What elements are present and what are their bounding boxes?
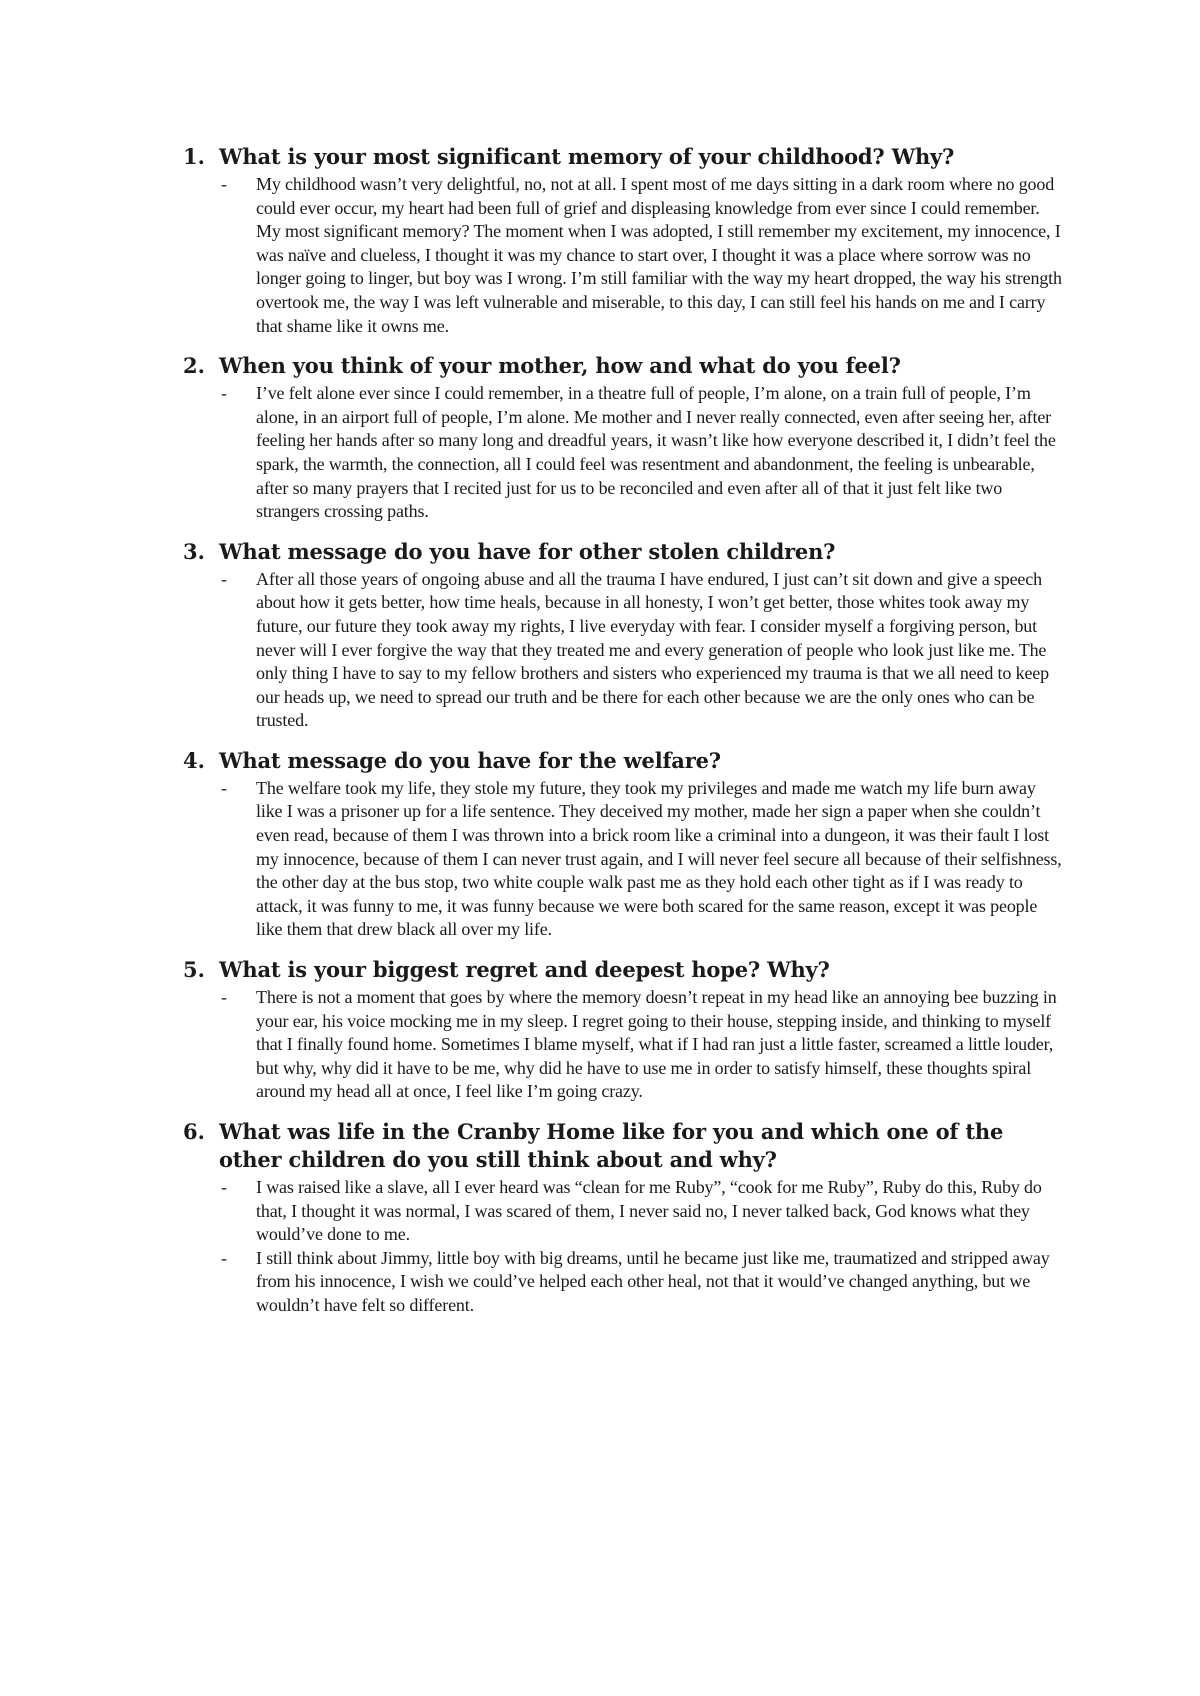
answer-list <box>219 173 1063 338</box>
answer-list <box>219 986 1063 1104</box>
dash-bullet: - <box>221 174 227 194</box>
answer-list <box>219 568 1063 733</box>
question-text: What was life in the Cranby Home like for you and which one of the other children do you still think about and why? <box>219 1119 1004 1172</box>
question-heading <box>183 538 1063 566</box>
question-heading <box>183 747 1063 775</box>
question-text: What message do you have for other stolen children? <box>219 538 836 564</box>
question-item <box>183 538 1063 733</box>
question-text: What is your most significant memory of your childhood? Why? <box>219 144 955 169</box>
question-heading <box>183 143 1063 171</box>
answer-item <box>219 173 1063 338</box>
answer-item <box>219 568 1063 733</box>
answer-text: The welfare took my life, they stole my future, they took my privileges and made me watch my life burn away like I was a prisoner up for a life sentence. They deceived my mother, made her sign a paper when she couldn’t even read, because of them I was thrown into a brick room like a criminal into a dungeon, it was their fault I lost my innocence, because of them I can never trust again, and I will never feel secure all because of their selfishness, the other day at the bus stop, two white couple walk past me as they hold each other tight as if I was ready to attack, it was funny to me, it was funny because we were both scared for the same reason, except it was people like them that drew black all over my life. <box>256 777 1062 940</box>
dash-bullet: - <box>221 568 227 589</box>
answer-item <box>219 382 1063 524</box>
answer-list <box>219 1176 1063 1318</box>
question-heading <box>183 956 1063 984</box>
answer-text: I was raised like a slave, all I ever heard was “clean for me Ruby”, “cook for me Ruby”, Ruby do this, Ruby do that, I thought it was normal, I was scared of them, I never said no, I never talked back, God knows what they would’ve done to me. <box>256 1177 1042 1245</box>
dash-bullet: - <box>221 987 227 1008</box>
answer-text: I’ve felt alone ever since I could remember, in a theatre full of people, I’m alone, on a train full of people, I’m alone, in an airport full of people, I’m alone. Me mother and I never really connected, even after seeing her, after feeling her hands after so many long and dreadful years, it wasn’t like how everyone described it, I didn’t feel the spark, the warmth, the connection, all I could feel was resentment and abandonment, the feeling is unbearable, after so many prayers that I recited just for us to be reconciled and even after all of that it just felt like two strangers crossing paths. <box>256 383 1056 522</box>
question-number: 2. <box>183 353 205 379</box>
question-heading <box>183 352 1063 380</box>
question-text: When you think of your mother, how and what do you feel? <box>219 353 901 379</box>
answer-text: There is not a moment that goes by where the memory doesn’t repeat in my head like an annoying bee buzzing in your ear, his voice mocking me in my sleep. I regret going to their house, stepping inside, and thinking to myself that I finally found home. Sometimes I blame myself, what if I had ran just a little faster, screamed a little louder, but why, why did it have to be me, why did he have to use me in order to satisfy himself, these thoughts spiral around my head all at once, I feel like I’m going crazy. <box>256 987 1057 1102</box>
answer-item <box>219 1247 1063 1318</box>
answer-item <box>219 777 1063 942</box>
question-text: What message do you have for the welfare? <box>219 747 721 773</box>
question-item <box>183 143 1063 338</box>
dash-bullet: - <box>221 777 227 798</box>
question-heading <box>183 1118 1063 1174</box>
question-number: 3. <box>183 538 205 564</box>
question-number: 4. <box>183 747 205 773</box>
answer-text: After all those years of ongoing abuse and all the trauma I have endured, I just can’t sit down and give a speech about how it gets better, how time heals, because in all honesty, I won’t get better, those whites took away my future, our future they took away my rights, I live everyday with fear. I consider myself a forgiving person, but never will I ever forgive the way that they treated me and every generation of people who look just like me. The only thing I have to say to my fellow brothers and sisters who experienced my trauma is that we all need to keep our heads up, we need to spread our truth and be there for each other because we are the only ones who can be trusted. <box>256 568 1049 731</box>
answer-list <box>219 382 1063 524</box>
answer-item <box>219 986 1063 1104</box>
answer-list <box>219 777 1063 942</box>
question-number: 5. <box>183 957 205 983</box>
answer-text: My childhood wasn’t very delightful, no, not at all. I spent most of me days sitting in a dark room where no good could ever occur, my heart had been full of grief and displeasing knowledge from ever since I could remember. My most significant memory? The moment when I was adopted, I still remember my excitement, my innocence, I was naïve and clueless, I thought it was my chance to start over, I thought it was a place where sorrow was no longer going to linger, but boy was I wrong. I’m still familiar with the way my heart dropped, the way his strength overtook me, the way I was left vulnerable and miserable, to this day, I can still feel his hands on me and I carry that shame like it owns me. <box>256 174 1062 336</box>
dash-bullet: - <box>221 383 227 404</box>
question-list <box>183 143 1063 1332</box>
question-item <box>183 956 1063 1104</box>
question-item <box>183 747 1063 942</box>
answer-item <box>219 1176 1063 1247</box>
question-number: 6. <box>183 1119 205 1144</box>
answer-text: I still think about Jimmy, little boy with big dreams, until he became just like me, traumatized and stripped away from his innocence, I wish we could’ve helped each other heal, not that it would’ve changed anything, but we wouldn’t have felt so different. <box>256 1247 1050 1315</box>
question-item <box>183 352 1063 524</box>
question-item <box>183 1118 1063 1318</box>
question-text: What is your biggest regret and deepest hope? Why? <box>219 957 830 983</box>
dash-bullet: - <box>221 1247 227 1268</box>
question-number: 1. <box>183 144 205 169</box>
dash-bullet: - <box>221 1177 227 1197</box>
